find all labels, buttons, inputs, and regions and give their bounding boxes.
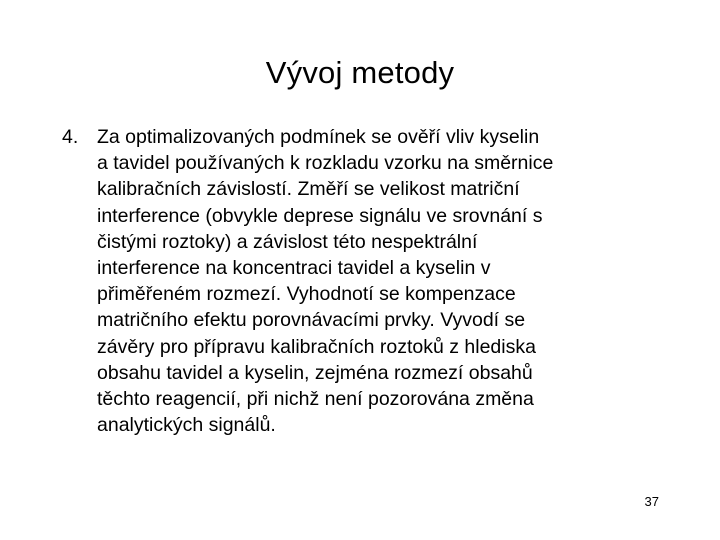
page-number: 37 xyxy=(644,494,659,509)
item-text-line: obsahu tavidel a kyselin, zejména rozmezí obsahů xyxy=(97,361,533,384)
item-text xyxy=(97,124,662,438)
item-text-line: Za optimalizovaných podmínek se ověří vliv kyselin xyxy=(97,126,540,148)
item-text-line: analytických signálů. xyxy=(97,414,276,437)
item-text-line: interference (obvykle deprese signálu ve srovnání s xyxy=(97,204,543,227)
slide-title: Vývoj metody xyxy=(265,55,455,90)
item-text-line: matričního efektu porovnávacími prvky. Vyvodí se xyxy=(97,309,526,332)
item-text-line: a tavidel používaných k rozkladu vzorku na směrnice xyxy=(97,152,554,175)
item-text-line: čistými roztoky) a závislost této nespektrální xyxy=(97,230,478,253)
item-text-line: závěry pro přípravu kalibračních roztoků z hlediska xyxy=(97,335,536,358)
item-text-line: přiměřeném rozmezí. Vyhodnotí se kompenzace xyxy=(97,283,516,306)
item-number: 4. xyxy=(62,126,79,148)
item-text-line: kalibračních závislostí. Změří se velikost matriční xyxy=(97,178,520,201)
item-text-line: těchto reagencií, při nichž není pozorována změna xyxy=(97,388,534,411)
item-text-line: interference na koncentraci tavidel a kyselin v xyxy=(97,257,491,280)
